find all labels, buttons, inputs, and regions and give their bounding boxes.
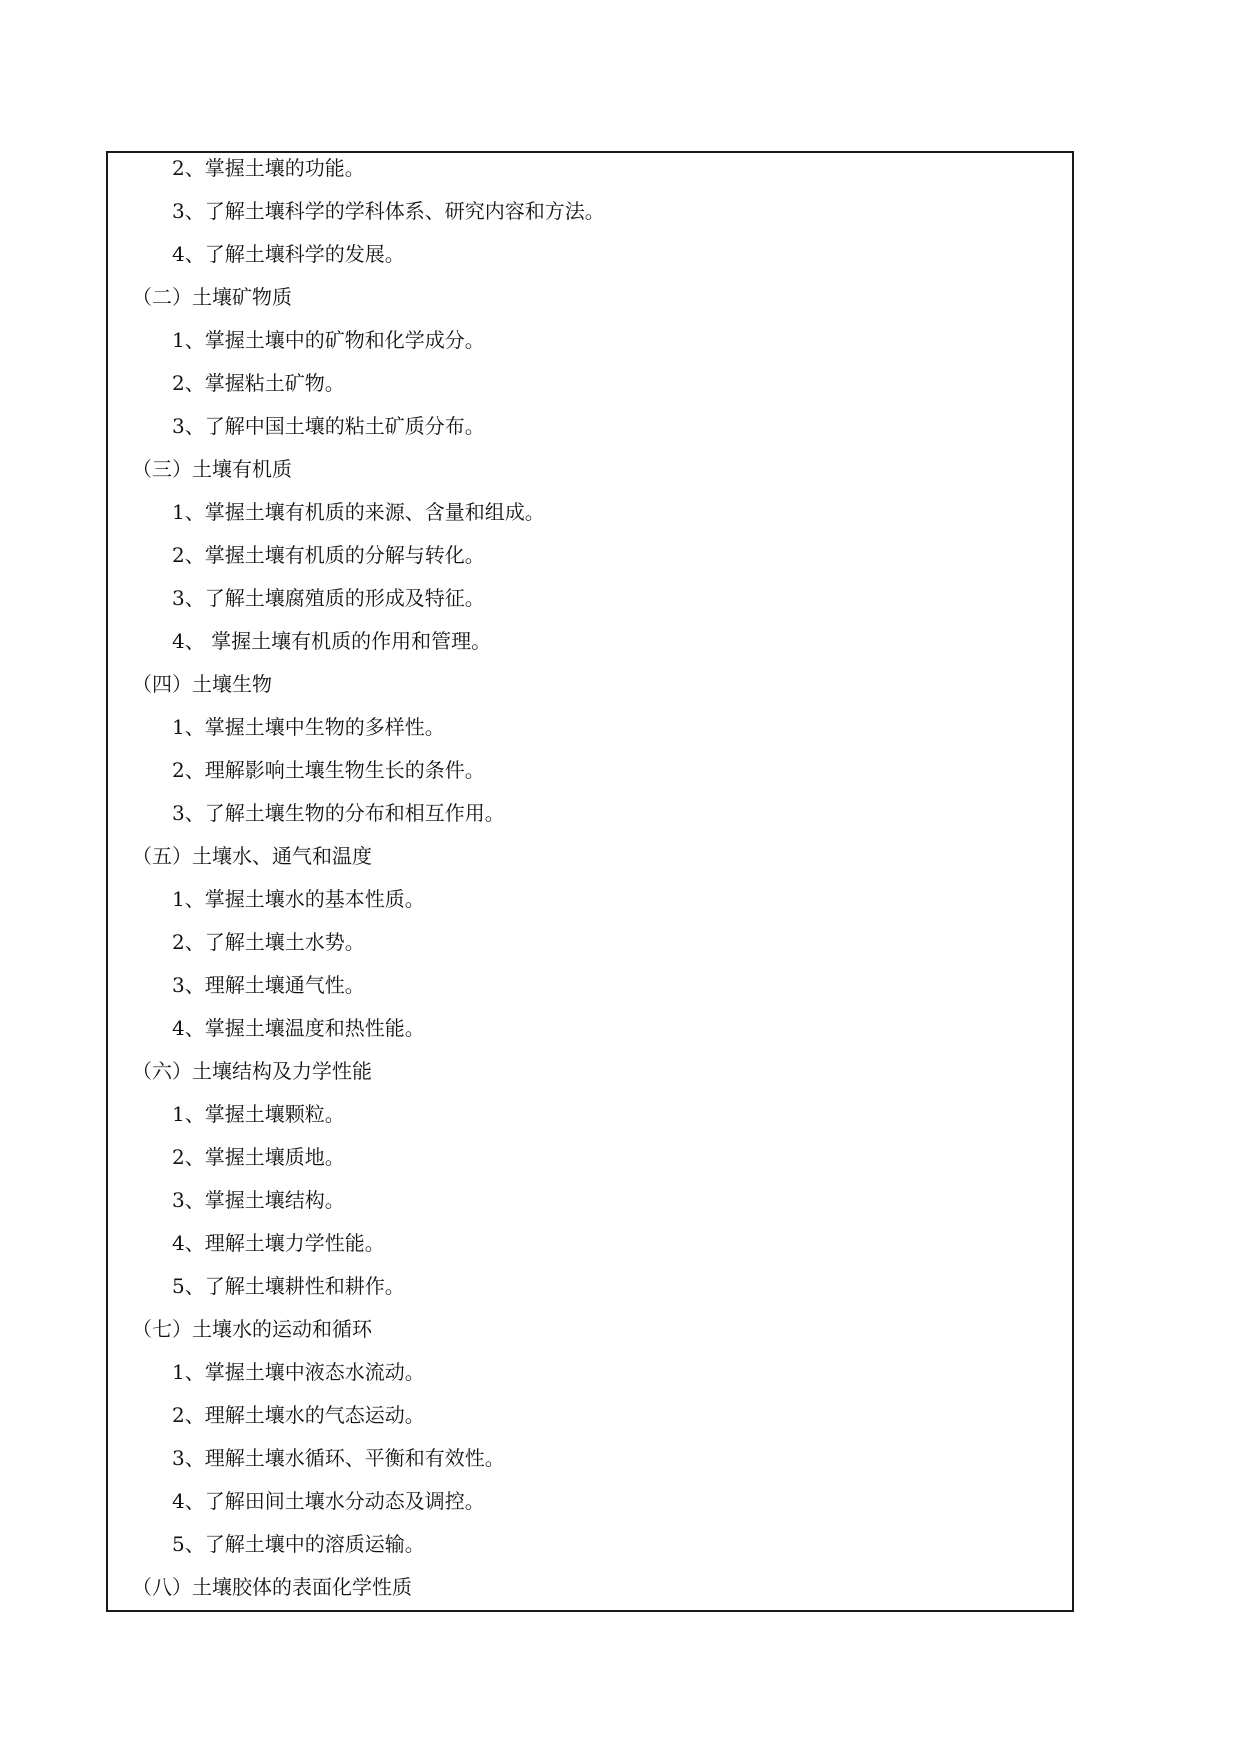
section-heading: （八）土壤胶体的表面化学性质 [132,1575,412,1599]
list-item: 2、掌握粘土矿物。 [172,371,345,395]
list-item: 5、了解土壤中的溶质运输。 [172,1532,425,1556]
list-item: 1、掌握土壤有机质的来源、含量和组成。 [172,500,545,524]
section-heading: （四）土壤生物 [132,672,272,696]
list-item: 4、 掌握土壤有机质的作用和管理。 [172,629,492,653]
list-item: 3、理解土壤水循环、平衡和有效性。 [172,1446,505,1470]
list-item: 4、了解田间土壤水分动态及调控。 [172,1489,485,1513]
list-item: 2、理解土壤水的气态运动。 [172,1403,425,1427]
list-item: 3、掌握土壤结构。 [172,1188,345,1212]
list-item: 1、掌握土壤中生物的多样性。 [172,715,445,739]
section-heading: （三）土壤有机质 [132,457,292,481]
list-item: 2、掌握土壤有机质的分解与转化。 [172,543,485,567]
list-item: 1、掌握土壤水的基本性质。 [172,887,425,911]
list-item: 3、了解土壤科学的学科体系、研究内容和方法。 [172,199,605,223]
list-item: 4、理解土壤力学性能。 [172,1231,385,1255]
list-item: 2、了解土壤土水势。 [172,930,365,954]
list-item: 3、了解中国土壤的粘土矿质分布。 [172,414,485,438]
list-item: 1、掌握土壤颗粒。 [172,1102,345,1126]
list-item: 5、了解土壤耕性和耕作。 [172,1274,405,1298]
section-heading: （六）土壤结构及力学性能 [132,1059,372,1083]
list-item: 2、理解影响土壤生物生长的条件。 [172,758,485,782]
list-item: 3、了解土壤生物的分布和相互作用。 [172,801,505,825]
list-item: 3、了解土壤腐殖质的形成及特征。 [172,586,485,610]
list-item: 1、掌握土壤中的矿物和化学成分。 [172,328,485,352]
section-heading: （二）土壤矿物质 [132,285,292,309]
list-item: 2、掌握土壤质地。 [172,1145,345,1169]
list-item: 4、掌握土壤温度和热性能。 [172,1016,425,1040]
list-item: 1、掌握土壤中液态水流动。 [172,1360,425,1384]
list-item: 2、掌握土壤的功能。 [172,156,365,180]
list-item: 4、了解土壤科学的发展。 [172,242,405,266]
list-item: 3、理解土壤通气性。 [172,973,365,997]
section-heading: （五）土壤水、通气和温度 [132,844,372,868]
section-heading: （七）土壤水的运动和循环 [132,1317,372,1341]
